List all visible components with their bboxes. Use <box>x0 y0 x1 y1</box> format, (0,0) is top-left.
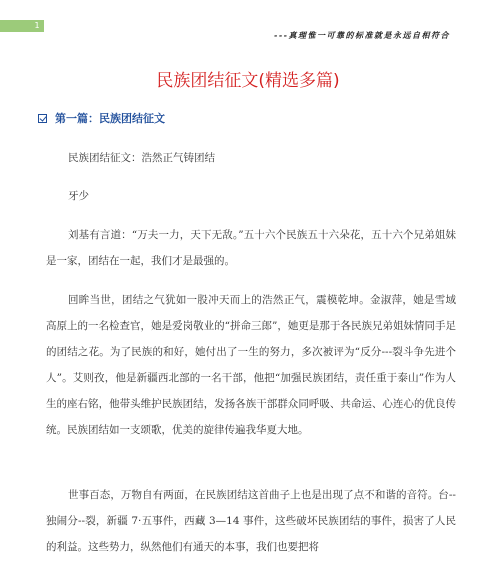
section-heading-text: 第一篇：民族团结征文 <box>55 112 165 125</box>
paragraph-body: 刘基有言道：“万夫一力，天下无敌。”五十六个民族五十六朵花，五十六个兄弟姐妹是一家，团结在一起，我们才是最强的。 <box>46 229 456 267</box>
paragraph-body: 世事百态，万物自有两面，在民族团结这首曲子上也是出现了点不和谐的音符。台--独闹分--裂，新疆 7·五事件，西藏 3—14 事件，这些破坏民族团结的事件，损害了人民的利益。这些势力，纵然他们有通天的本事，我们也要把将 <box>46 489 456 553</box>
section-heading <box>38 110 165 126</box>
header-tagline: ---真理惟一可靠的标准就是永远自相符合 <box>274 30 450 40</box>
paragraph-subtitle: 民族团结征文：浩然正气铸团结 <box>68 152 215 164</box>
page-number: 1 <box>34 21 40 30</box>
paragraph-author: 牙少 <box>68 190 89 202</box>
document-title: 民族团结征文(精选多篇) <box>156 71 340 91</box>
checkbox-icon <box>38 114 47 123</box>
paragraph-body: 回眸当世，团结之气犹如一股冲天而上的浩然正气，震模乾坤。金淑萍，她是雪域高原上的一名检查官，她是爱岗敬业的“拼命三郎”，她更是那于各民族兄弟姐妹情同手足的团结之花。为了民族的和好，她付出了一生的努力，多次被评为“反分---裂斗争先进个人”。艾则孜，他是新疆西北部的一名干部，他把“加强民族团结，责任重于泰山”作为人生的座右铭，他带头维护民族团结，发扬各族干部群众同呼吸、共命运、心连心的优良传统。民族团结如一支颂歌，优美的旋律传遍我华夏大地。 <box>46 294 456 436</box>
